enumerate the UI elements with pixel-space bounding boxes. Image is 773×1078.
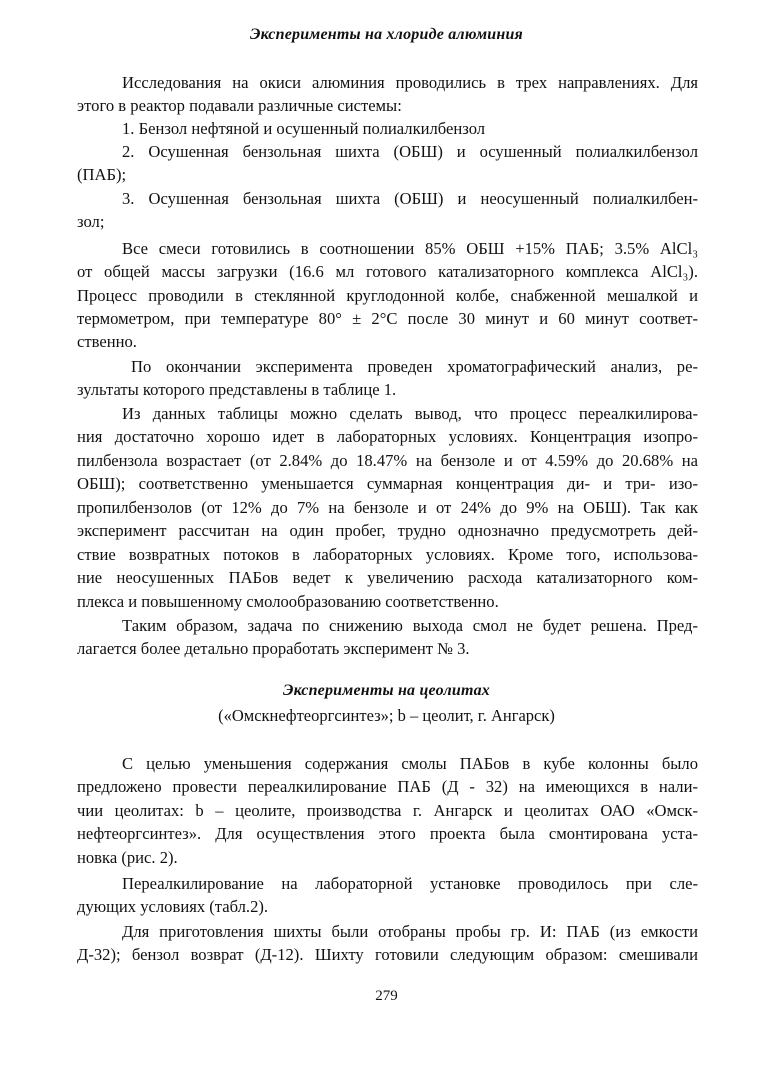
text-line: зультаты которого представлены в таблице 1. <box>77 380 397 399</box>
text-line: С целью уменьшения содержания смолы ПАБов в кубе колонны было <box>122 754 698 773</box>
text-line: термометром, при температуре 80° ± 2°С после 30 минут и 60 минут соответ- <box>77 309 698 328</box>
list-item-3: 3. Осушенная бензольная шихта (ОБШ) и неосушенный полиалкилбен- <box>122 189 698 208</box>
text-line: эксперимент рассчитан на один пробег, трудно однозначно предусмотреть дей- <box>77 521 698 540</box>
text-line: от общей массы загрузки (16.6 мл готового катализаторного комплекса AlCl₃). <box>77 262 698 281</box>
list-item-1: 1. Бензол нефтяной и осушенный полиалкилбензол <box>122 119 486 138</box>
text-line: Все смеси готовились в соотношении 85% ОБШ +15% ПАБ; 3.5% AlCl₃ <box>122 239 698 258</box>
text-line: ственно. <box>77 332 137 351</box>
text-line: Процесс проводили в стеклянной круглодонной колбе, снабженной мешалкой и <box>77 286 698 305</box>
text-line: Таким образом, задача по снижению выхода смол не будет решена. Пред- <box>122 616 698 635</box>
text-line: По окончании эксперимента проведен хроматографический анализ, ре- <box>131 357 698 376</box>
text-line: зол; <box>77 212 105 231</box>
text-line: (ПАБ); <box>77 165 127 184</box>
text-line: ние неосушенных ПАБов ведет к увеличению расхода катализаторного ком- <box>77 568 698 587</box>
section-heading-aluminum-chloride: Эксперименты на хлориде алюминия <box>249 26 523 43</box>
section-subheading: («Омскнефтеоргсинтез»; b – цеолит, г. Ангарск) <box>218 706 555 725</box>
text-line: пропилбензолов (от 12% до 7% на бензоле и от 24% до 9% на ОБШ). Так как <box>77 498 698 517</box>
section-heading-zeolites: Эксперименты на цеолитах <box>282 682 491 699</box>
text-line: этого в реактор подавали различные системы: <box>77 96 402 115</box>
text-line: ОБШ); соответственно уменьшается суммарная концентрация ди- и три- изо- <box>77 474 698 493</box>
text-line: предложено провести переалкилирование ПАБ (Д - 32) на имеющихся в нали- <box>77 777 698 796</box>
text-line: Переалкилирование на лабораторной установке проводилось при сле- <box>122 874 698 893</box>
text-line: ния достаточно хорошо идет в лабораторных условиях. Концентрация изопро- <box>77 427 698 446</box>
list-item-2: 2. Осушенная бензольная шихта (ОБШ) и осушенный полиалкилбензол <box>122 142 698 161</box>
text-line: плекса и повышенному смолообразованию соответственно. <box>77 592 499 611</box>
text-line: дующих условиях (табл.2). <box>77 897 269 916</box>
text-line: новка (рис. 2). <box>77 848 178 867</box>
text-line: пилбензола возрастает (от 2.84% до 18.47% на бензоле и от 4.59% до 20.68% на <box>77 451 698 470</box>
page-number: 279 <box>375 988 398 1004</box>
text-line: Для приготовления шихты были отобраны пробы гр. И: ПАБ (из емкости <box>122 922 698 941</box>
text-line: чии цеолитах: b – цеолите, производства г. Ангарск и цеолитах ОАО «Омск- <box>77 801 698 820</box>
text-line: Из данных таблицы можно сделать вывод, что процесс переалкилирова- <box>122 404 698 423</box>
text-line: Исследования на окиси алюминия проводились в трех направлениях. Для <box>122 73 698 92</box>
text-line: Д-32); бензол возврат (Д-12). Шихту готовили следующим образом: смешивали <box>77 945 698 964</box>
text-line: нефтеоргсинтез». Для осуществления этого проекта была смонтирована уста- <box>77 824 698 843</box>
text-line: ствие возвратных потоков в лабораторных условиях. Кроме того, использова- <box>77 545 698 564</box>
text-line: лагается более детально проработать эксперимент № 3. <box>77 639 470 658</box>
